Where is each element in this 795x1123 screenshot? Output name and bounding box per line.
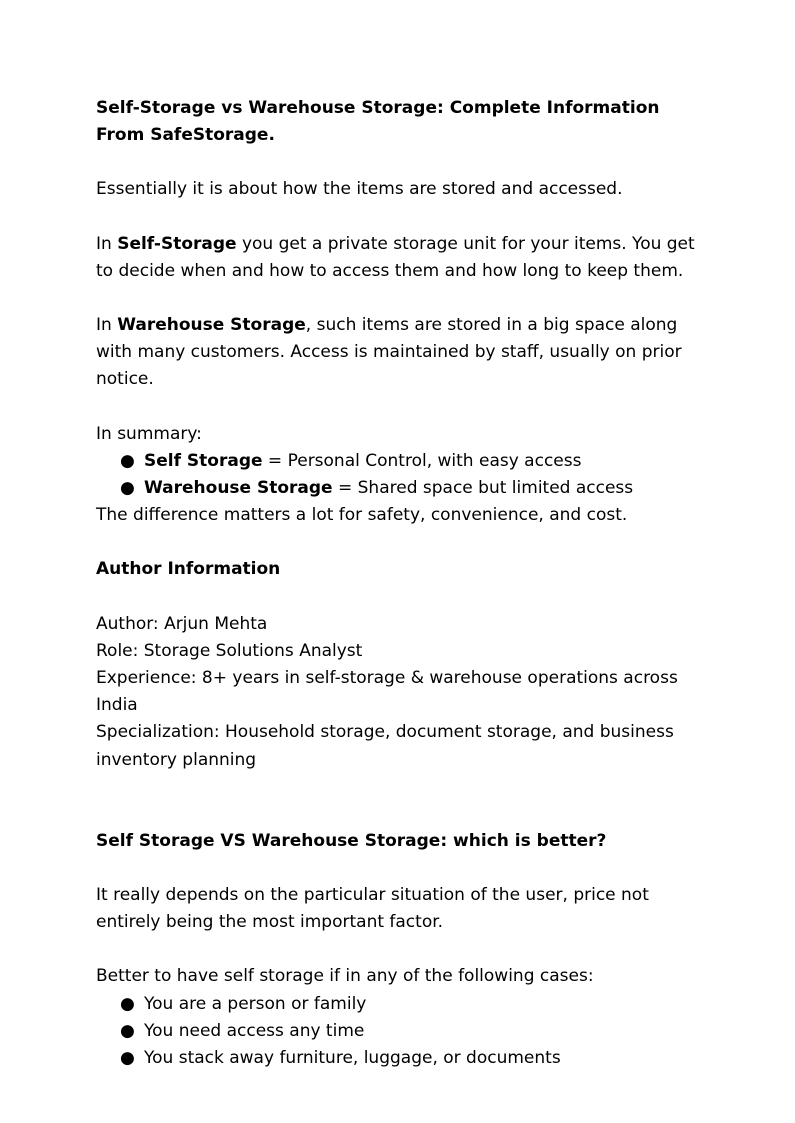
self-storage-prefix: In	[96, 233, 118, 254]
self-storage-term: Self-Storage	[117, 233, 237, 254]
warehouse-prefix: In	[96, 315, 118, 336]
bullet-icon: ●	[120, 478, 135, 499]
summary-text: = Personal Control, with easy access	[262, 450, 582, 471]
summary-term: Warehouse Storage	[144, 478, 333, 499]
case-text: You are a person or family	[144, 993, 367, 1014]
case-text: You stack away furniture, luggage, or documents	[144, 1048, 561, 1069]
author-role: Role: Storage Solutions Analyst	[96, 640, 363, 661]
warehouse-storage-paragraph	[96, 312, 706, 394]
self-storage-paragraph	[96, 231, 706, 285]
bullet-icon: ●	[120, 1020, 135, 1041]
warehouse-storage-term: Warehouse Storage	[117, 315, 306, 336]
bullet-icon: ●	[120, 450, 135, 471]
intro-paragraph: Essentially it is about how the items are stored and accessed.	[96, 179, 623, 200]
summary-list	[96, 448, 706, 502]
list-item	[96, 1045, 706, 1072]
summary-text: = Shared space but limited access	[332, 478, 634, 499]
summary-label: In summary:	[96, 423, 202, 444]
document-page	[96, 95, 706, 1072]
comparison-heading: Self Storage VS Warehouse Storage: which is better?	[96, 830, 607, 851]
bullet-icon: ●	[120, 1048, 135, 1069]
case-text: You need access any time	[144, 1020, 365, 1041]
self-storage-cases-label: Better to have self storage if in any of the following cases:	[96, 966, 594, 987]
comparison-paragraph: It really depends on the particular situation of the user, price not entirely being the most important factor.	[96, 885, 649, 933]
list-item	[96, 448, 706, 475]
self-storage-description: you get a private storage unit for your items. You get to decide when and how to access them and how long to keep them.	[96, 233, 695, 281]
difference-paragraph: The difference matters a lot for safety, convenience, and cost.	[96, 505, 628, 526]
summary-term: Self Storage	[144, 450, 263, 471]
list-item	[96, 1018, 706, 1045]
warehouse-description: , such items are stored in a big space along with many customers. Access is maintained by staff, usually on prior notice.	[96, 315, 682, 390]
bullet-icon: ●	[120, 993, 135, 1014]
author-name: Author: Arjun Mehta	[96, 613, 268, 634]
author-heading: Author Information	[96, 559, 281, 580]
list-item	[96, 475, 706, 502]
author-specialization: Specialization: Household storage, document storage, and business inventory planning	[96, 722, 674, 770]
author-experience: Experience: 8+ years in self-storage & warehouse operations across India	[96, 668, 678, 716]
document-title: Self-Storage vs Warehouse Storage: Complete Information From SafeStorage.	[96, 98, 660, 146]
self-storage-cases-list	[96, 991, 706, 1073]
list-item	[96, 991, 706, 1018]
